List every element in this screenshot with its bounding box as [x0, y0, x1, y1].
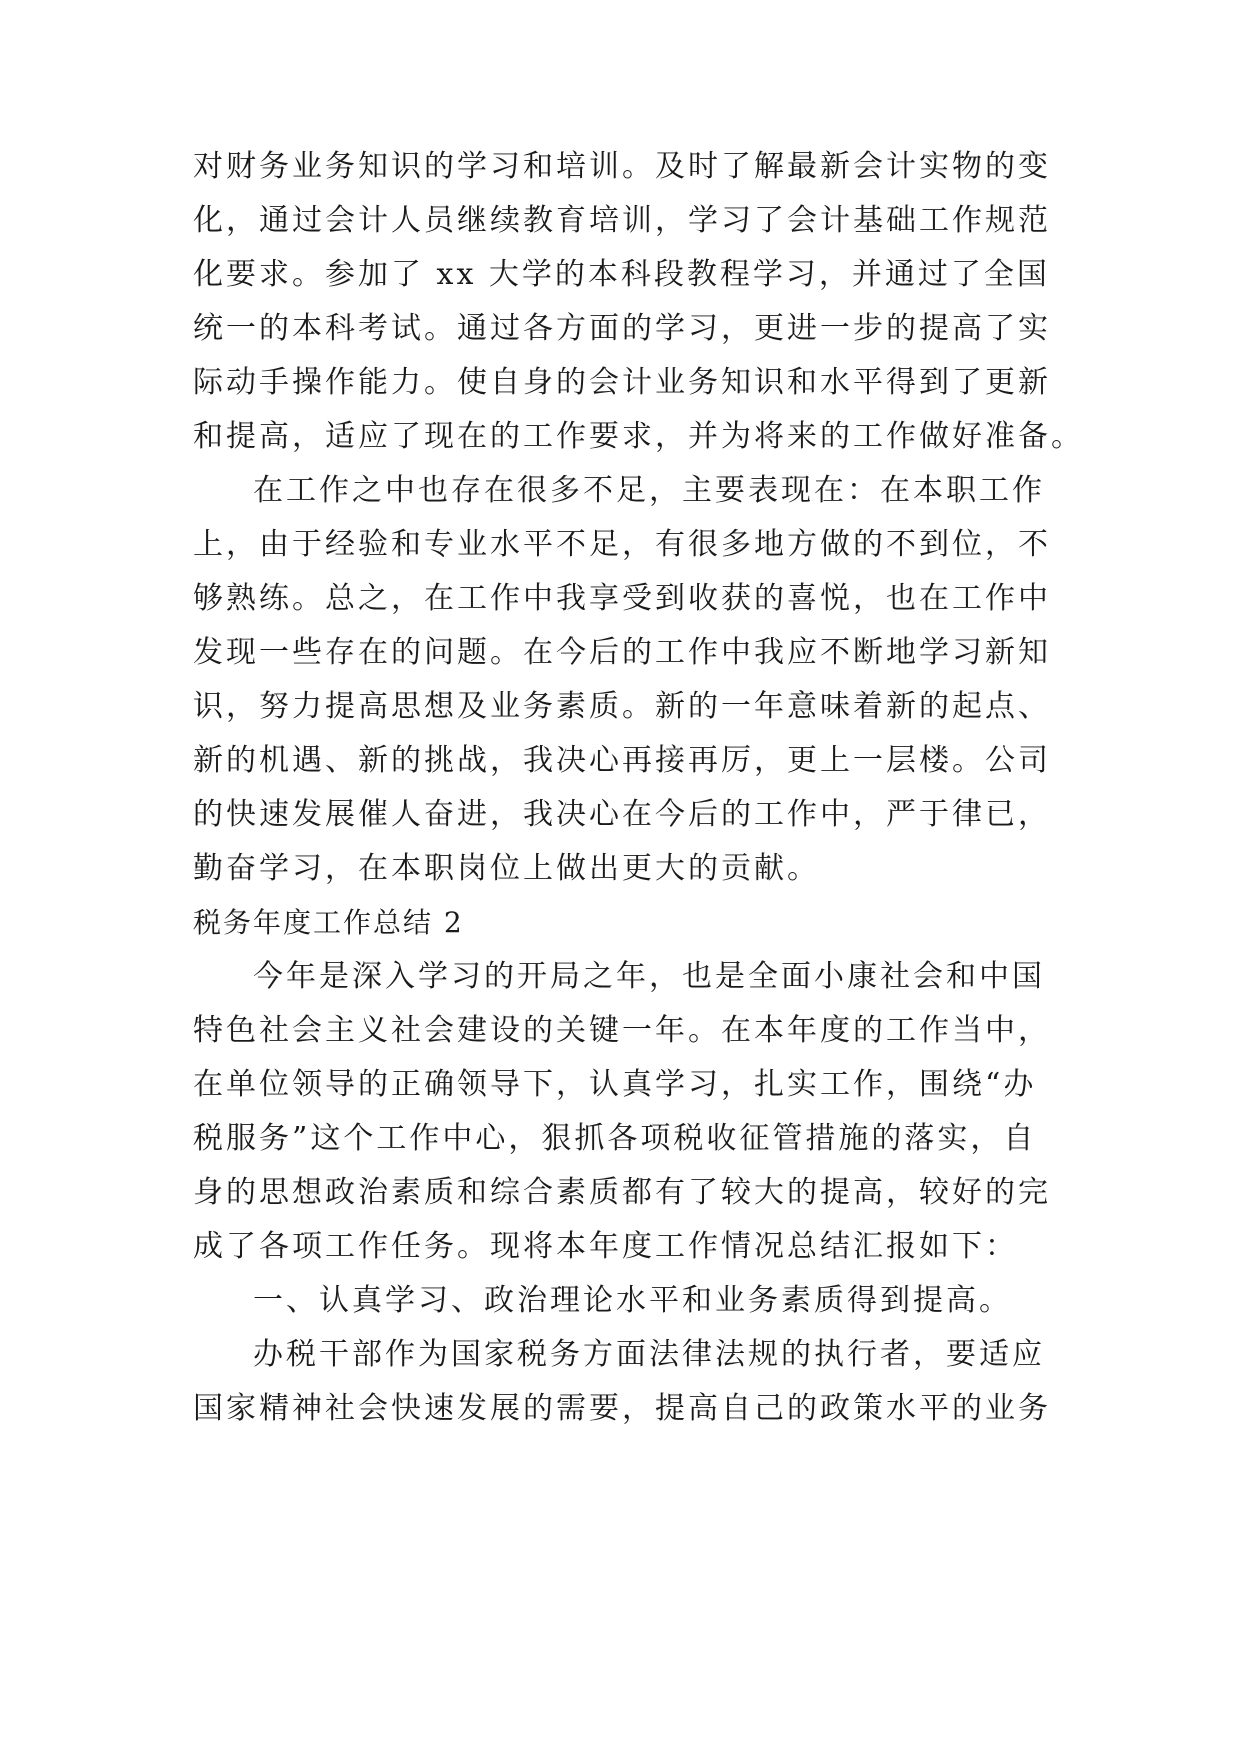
text-line: 成了各项工作任务。现将本年度工作情况总结汇报如下：	[193, 1229, 1018, 1264]
text-line: 化要求。参加了 xx 大学的本科段教程学习，并通过了全国	[193, 257, 1050, 292]
text-line: 对财务业务知识的学习和培训。及时了解最新会计实物的变	[193, 149, 1051, 184]
text-line: 特色社会主义社会建设的关键一年。在本年度的工作当中，	[193, 1013, 1051, 1048]
text-line: 身的思想政治素质和综合素质都有了较大的提高，较好的完	[193, 1175, 1051, 1210]
text-line: 识，努力提高思想及业务素质。新的一年意味着新的起点、	[193, 689, 1051, 724]
text-line: 际动手操作能力。使自身的会计业务知识和水平得到了更新	[193, 365, 1051, 400]
text-line: 勤奋学习，在本职岗位上做出更大的贡献。	[193, 851, 820, 886]
section-heading: 税务年度工作总结 2	[193, 906, 464, 939]
text-line: 国家精神社会快速发展的需要，提高自己的政策水平的业务	[193, 1391, 1051, 1426]
text-line: 在单位领导的正确领导下，认真学习，扎实工作，围绕“办	[193, 1067, 1037, 1102]
paragraph-first-line: 在工作之中也存在很多不足，主要表现在：在本职工作	[253, 473, 1045, 508]
text-line: 和提高，适应了现在的工作要求，并为将来的工作做好准备。	[193, 419, 1084, 454]
text-line: 税服务”这个工作中心，狠抓各项税收征管措施的落实，自	[193, 1121, 1037, 1156]
text-line: 发现一些存在的问题。在今后的工作中我应不断地学习新知	[193, 635, 1051, 670]
text-line: 的快速发展催人奋进，我决心在今后的工作中，严于律已，	[193, 797, 1051, 832]
text-line: 新的机遇、新的挑战，我决心再接再厉，更上一层楼。公司	[193, 743, 1051, 778]
text-line: 统一的本科考试。通过各方面的学习，更进一步的提高了实	[193, 311, 1051, 346]
text-line: 上，由于经验和专业水平不足，有很多地方做的不到位，不	[193, 527, 1051, 562]
subsection-heading: 一、认真学习、政治理论水平和业务素质得到提高。	[253, 1283, 1012, 1318]
text-line: 化，通过会计人员继续教育培训，学习了会计基础工作规范	[193, 203, 1051, 238]
text-line: 够熟练。总之，在工作中我享受到收获的喜悦，也在工作中	[193, 581, 1051, 616]
paragraph-first-line: 办税干部作为国家税务方面法律法规的执行者，要适应	[253, 1337, 1045, 1372]
paragraph-first-line: 今年是深入学习的开局之年，也是全面小康社会和中国	[253, 959, 1045, 994]
